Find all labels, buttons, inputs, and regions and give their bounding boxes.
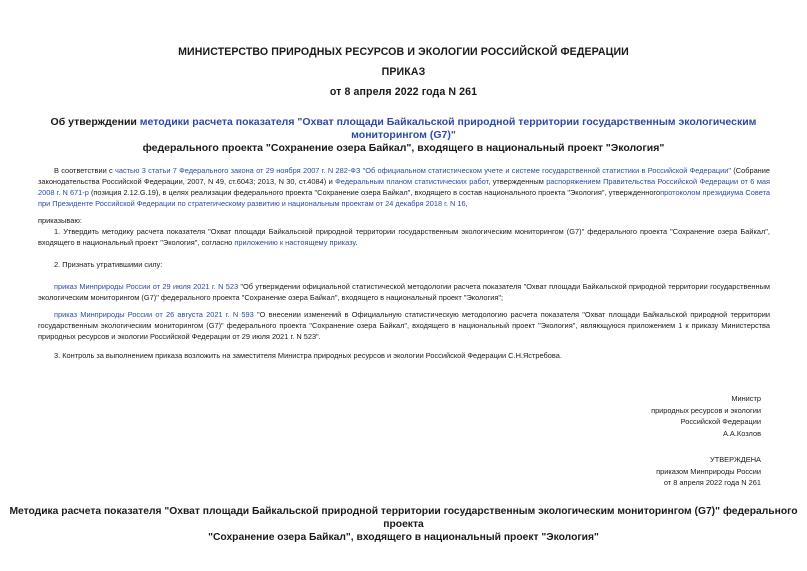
doc-type-heading: ПРИКАЗ [381,66,426,78]
item-2-paragraph: 2. Признать утратившими силу: [54,260,163,269]
item-1-end: . [355,238,358,247]
preamble-text-1: В соответствии с [54,166,116,175]
methodology-title [0,505,807,544]
preamble-text-4: (позиция 2.12.G.19), в целях реализации федерального проекта "Сохранение озера Байкал", входящего в состав национального проекта "Экология", утвержденного [88,188,661,197]
methodology-title-line-1: Методика расчета показателя "Охват площади Байкальской природной территории государственным экологическим мониторингом (G7)" федерального проекта [9,506,798,530]
order-593-link[interactable]: приказ Минприроды России от 26 августа 2021 г. N 593 [54,310,254,319]
approval-order: приказом Минприроды России [656,466,761,476]
law-282-fz-link[interactable]: частью 3 статьи 7 Федерального закона от 29 ноября 2007 г. N 282-ФЗ "Об официальном статистическом учете и системе государственной статистики в Российской Федерации" [115,166,732,175]
presidium-protocol-link[interactable]: протоколом президиума Совета при Президенте Российской Федерации по стратегическому развитию и национальным проектам от 24 декабря 2018 г. N 16 [38,188,771,208]
signature-ministry: природных ресурсов и экологии [651,405,761,415]
repeal-1-paragraph [38,281,770,303]
preamble-text-3: , утвержденным [488,177,547,186]
order-word: приказываю: [38,216,82,225]
title-prefix: Об утверждении [50,116,140,128]
repeal-2-text: "О внесении изменений в Официальную статистическую методологию расчета показателя "Охват площади Байкальской природной территории государственным экологическим мониторингом (G7)" федерального проекта "Сохранение озера Байкал", входящего в национальный проект "Экология", являющуюся приложением 1 к приказу Министерства природных ресурсов и экологии Российской Федерации от 29 июля 2021 г. N 523". [38,310,770,341]
ministry-heading: МИНИСТЕРСТВО ПРИРОДНЫХ РЕСУРСОВ И ЭКОЛОГИИ РОССИЙСКОЙ ФЕДЕРАЦИИ [178,46,629,58]
signature-block [651,393,761,439]
methodology-title-line-2: "Сохранение озера Байкал", входящего в национальный проект "Экология" [208,532,599,543]
government-order-link[interactable]: распоряжением Правительства Российской Федерации от 6 мая 2008 г. N 671-р [38,177,771,197]
preamble-text-5: , [465,199,468,208]
preamble-text-2: (Собрание законодательства Российской Федерации, 2007, N 49, ст.6043; 2013, N 30, ст.4084) и [38,166,770,186]
approval-date: от 8 апреля 2022 года N 261 [663,478,761,488]
approval-block [656,454,761,489]
signature-country: Российской Федерации [680,417,761,427]
item-1-text: 1. Утвердить методику расчета показателя "Охват площади Байкальской природной территории государственным экологическим мониторингом (G7)" федерального проекта "Сохранение озера Байкал", входящего в национальный проект "Экология", согласно [38,227,770,247]
approval-status: УТВЕРЖДЕНА [710,455,761,464]
repeal-2-paragraph [38,309,770,342]
order-523-link[interactable]: приказ Минприроды России от 29 июля 2021 г. N 523 [54,282,239,291]
preamble-paragraph [38,165,770,209]
item-3-paragraph: 3. Контроль за выполнением приказа возложить на заместителя Министра природных ресурсов и экологии Российской Федерации С.Н.Ястребова. [54,351,562,360]
signature-name: А.А.Козлов [722,428,761,438]
repeal-1-text: "Об утверждении официальной статистической методологии расчета показателя "Охват площади Байкальской природной территории государственным экологическим мониторингом (G7)" федерального проекта "Сохранение озера Байкал", входящего в национальный проект "Экология"; [38,282,770,302]
title-methodology-link[interactable]: методики расчета показателя "Охват площади Байкальской природной территории государственным экологическим мониторингом (G7)" [139,116,757,141]
doc-date-number: от 8 апреля 2022 года N 261 [329,86,478,98]
signature-title: Министр [731,394,761,403]
item-1-paragraph [38,226,770,248]
statistical-plan-link[interactable]: Федеральным планом статистических работ [335,177,489,186]
appendix-link[interactable]: приложению к настоящему приказу [234,238,356,247]
document-title [30,116,777,155]
title-line-2: федерального проекта "Сохранение озера Байкал", входящего в национальный проект "Экология" [142,142,665,154]
